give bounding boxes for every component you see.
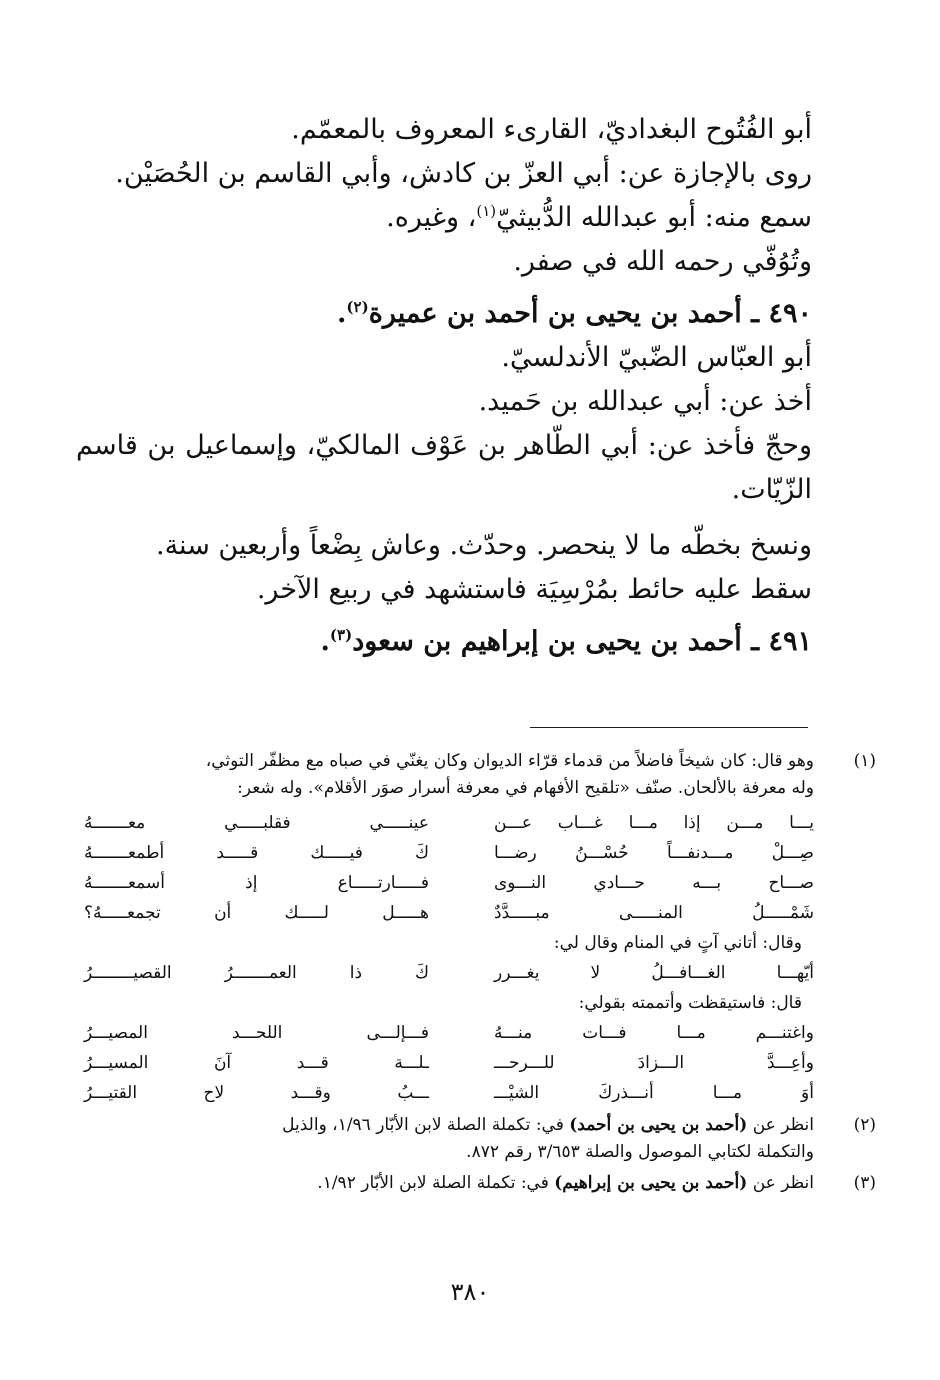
- verse-first-half: وأعِـــدَّ الـــزادَ للـــرحـــ: [494, 1053, 814, 1073]
- page-number: ٣٨٠: [450, 1278, 490, 1306]
- text-line: [76, 196, 812, 240]
- footnote-bold-name: (أحمد بن يحيى بن إبراهيم): [554, 1173, 748, 1193]
- footnote-ref-2: (٢): [346, 298, 369, 316]
- footnote-number: (٣): [853, 1173, 876, 1193]
- verse-line: [84, 958, 814, 988]
- verse-first-half: صـــاح بـــه حـــادي النـــوى: [494, 873, 814, 893]
- footnote-2: [84, 1112, 876, 1166]
- prose-text: وقال: أتاني آتٍ في المنام وقال لي:: [553, 933, 802, 953]
- verse-first-half: شَمْـــــلُ المنـــــى مبـــــدَّدٌ: [494, 903, 814, 923]
- footnote-bold-name: (أحمد بن يحيى بن أحمد): [569, 1115, 748, 1135]
- heading-text: ٤٩٠ ـ أحمد بن يحيى بن أحمد بن عميرة: [368, 298, 812, 329]
- verse-first-half: أيّهـــا الغـــافـــلُ لا يغـــرر: [494, 963, 814, 983]
- main-text: [76, 108, 812, 664]
- verse-first-half: صِـــلْ مـــدنفـــاً حُسْـــنُ رضـــا: [494, 843, 814, 863]
- prose-line: [84, 928, 814, 958]
- verse-line: [84, 1018, 814, 1048]
- footnote-number: (١): [853, 751, 876, 771]
- footnote-text: في: تكملة الصلة لابن الأبّار ١/٩٦، والذيل: [282, 1115, 570, 1135]
- footnote-divider: [530, 727, 808, 728]
- text-line: سقط عليه حائط بمُرْسِيَة فاستشهد في ربيع الآخر.: [256, 574, 812, 605]
- verse-first-half: يـــا مـــن إذا مـــا غـــاب عـــن: [494, 813, 814, 833]
- footnote-line: والتكملة لكتابي الموصول والصلة ٣/٦٥٣ رقم ٨٧٢.: [466, 1142, 814, 1162]
- text-line: أخذ عن: أبي عبدالله بن حَميد.: [478, 386, 812, 417]
- verse-line: [84, 838, 814, 868]
- footnote-line: وهو قال: كان شيخاً فاضلاً من قدماء قرّاء الديوان وكان يغنّي في صباه مع مظفّر التوثي،: [205, 751, 814, 771]
- text-paragraph: وحجّ فأخذ عن: أبي الطّاهر بن عَوْف المالكيّ، وإسماعيل بن قاسم الزّيّات.: [76, 430, 812, 505]
- verse-line: [84, 1048, 814, 1078]
- text-line: ونسخ بخطّه ما لا ينحصر. وحدّث. وعاش بِضْعاً وأربعين سنة.: [155, 530, 812, 561]
- verse-second-half: فـــإلـــى اللحـــد المصيـــرُ: [84, 1023, 429, 1043]
- heading-punct: .: [320, 626, 330, 657]
- footnote-text: في: تكملة الصلة لابن الأبّار ١/٩٢.: [317, 1173, 555, 1193]
- verse-second-half: كَ ذا العمـــــــرُ القصيــــــــرُ: [84, 963, 429, 983]
- prose-line: [84, 988, 814, 1018]
- verse-second-half: ـــبُ وقـــد لاح القتيـــرُ: [84, 1083, 429, 1103]
- footnote-number: (٢): [853, 1115, 876, 1135]
- text-line: أبو العبّاس الضّبيّ الأندلسيّ.: [501, 342, 812, 373]
- verse-second-half: كَ فيـــــك قـــــد أطمعـــــــهُ: [84, 843, 429, 863]
- text-line: وتُوُفّي رحمه الله في صفر.: [513, 246, 812, 277]
- text-span: سمع منه: أبو عبدالله الدُّبيثيّ: [496, 202, 812, 233]
- footnote-1: [84, 748, 876, 1108]
- text-line: روى بالإجازة عن: أبي العزّ بن كادش، وأبي القاسم بن الحُصَيْن.: [115, 158, 812, 189]
- entry-heading-490: [76, 292, 812, 336]
- text-span: ، وغيره.: [386, 202, 477, 233]
- footnote-3: [84, 1170, 876, 1197]
- footnote-ref-1: (١): [476, 202, 497, 220]
- footnote-text: انظر عن: [747, 1173, 814, 1193]
- verse-line: [84, 808, 814, 838]
- verse-line: [84, 898, 814, 928]
- verse-second-half: هـــــل لـــــك أن تجمعـــــهُ؟: [84, 903, 429, 923]
- heading-text: ٤٩١ ـ أحمد بن يحيى بن إبراهيم بن سعود: [352, 626, 812, 657]
- verse-second-half: فـــــارتـــــاع إذ أسمعـــــــهُ: [84, 873, 429, 893]
- footnote-line: [84, 1170, 814, 1197]
- poem: [84, 808, 814, 1108]
- text-line: أبو الفُتُوح البغداديّ، القارىء المعروف بالمعمّم.: [291, 114, 812, 145]
- prose-text: قال: فاستيقظت وأتممته بقولي:: [578, 993, 802, 1013]
- verse-second-half: عينـــــي فقلبـــــي معـــــــهُ: [84, 813, 429, 833]
- footnotes: [84, 748, 876, 1197]
- verse-line: [84, 1078, 814, 1108]
- verse-first-half: أوَ مـــا أنـــذركَ الشيْـــ: [494, 1083, 814, 1103]
- verse-line: [84, 868, 814, 898]
- verse-first-half: واغتنـــم مـــا فـــات منـــهُ: [494, 1023, 814, 1043]
- footnote-text: انظر عن: [747, 1115, 814, 1135]
- verse-second-half: ـلـــة قـــد آنَ المسيـــرُ: [84, 1053, 429, 1073]
- footnote-line: [84, 1112, 814, 1139]
- heading-punct: .: [337, 298, 347, 329]
- footnote-ref-3: (٣): [329, 626, 353, 644]
- footnote-line: وله معرفة بالألحان. صنّف «تلقيح الأفهام في معرفة أسرار صوَر الأقلام». وله شعر:: [237, 778, 814, 798]
- entry-heading-491: [76, 620, 812, 664]
